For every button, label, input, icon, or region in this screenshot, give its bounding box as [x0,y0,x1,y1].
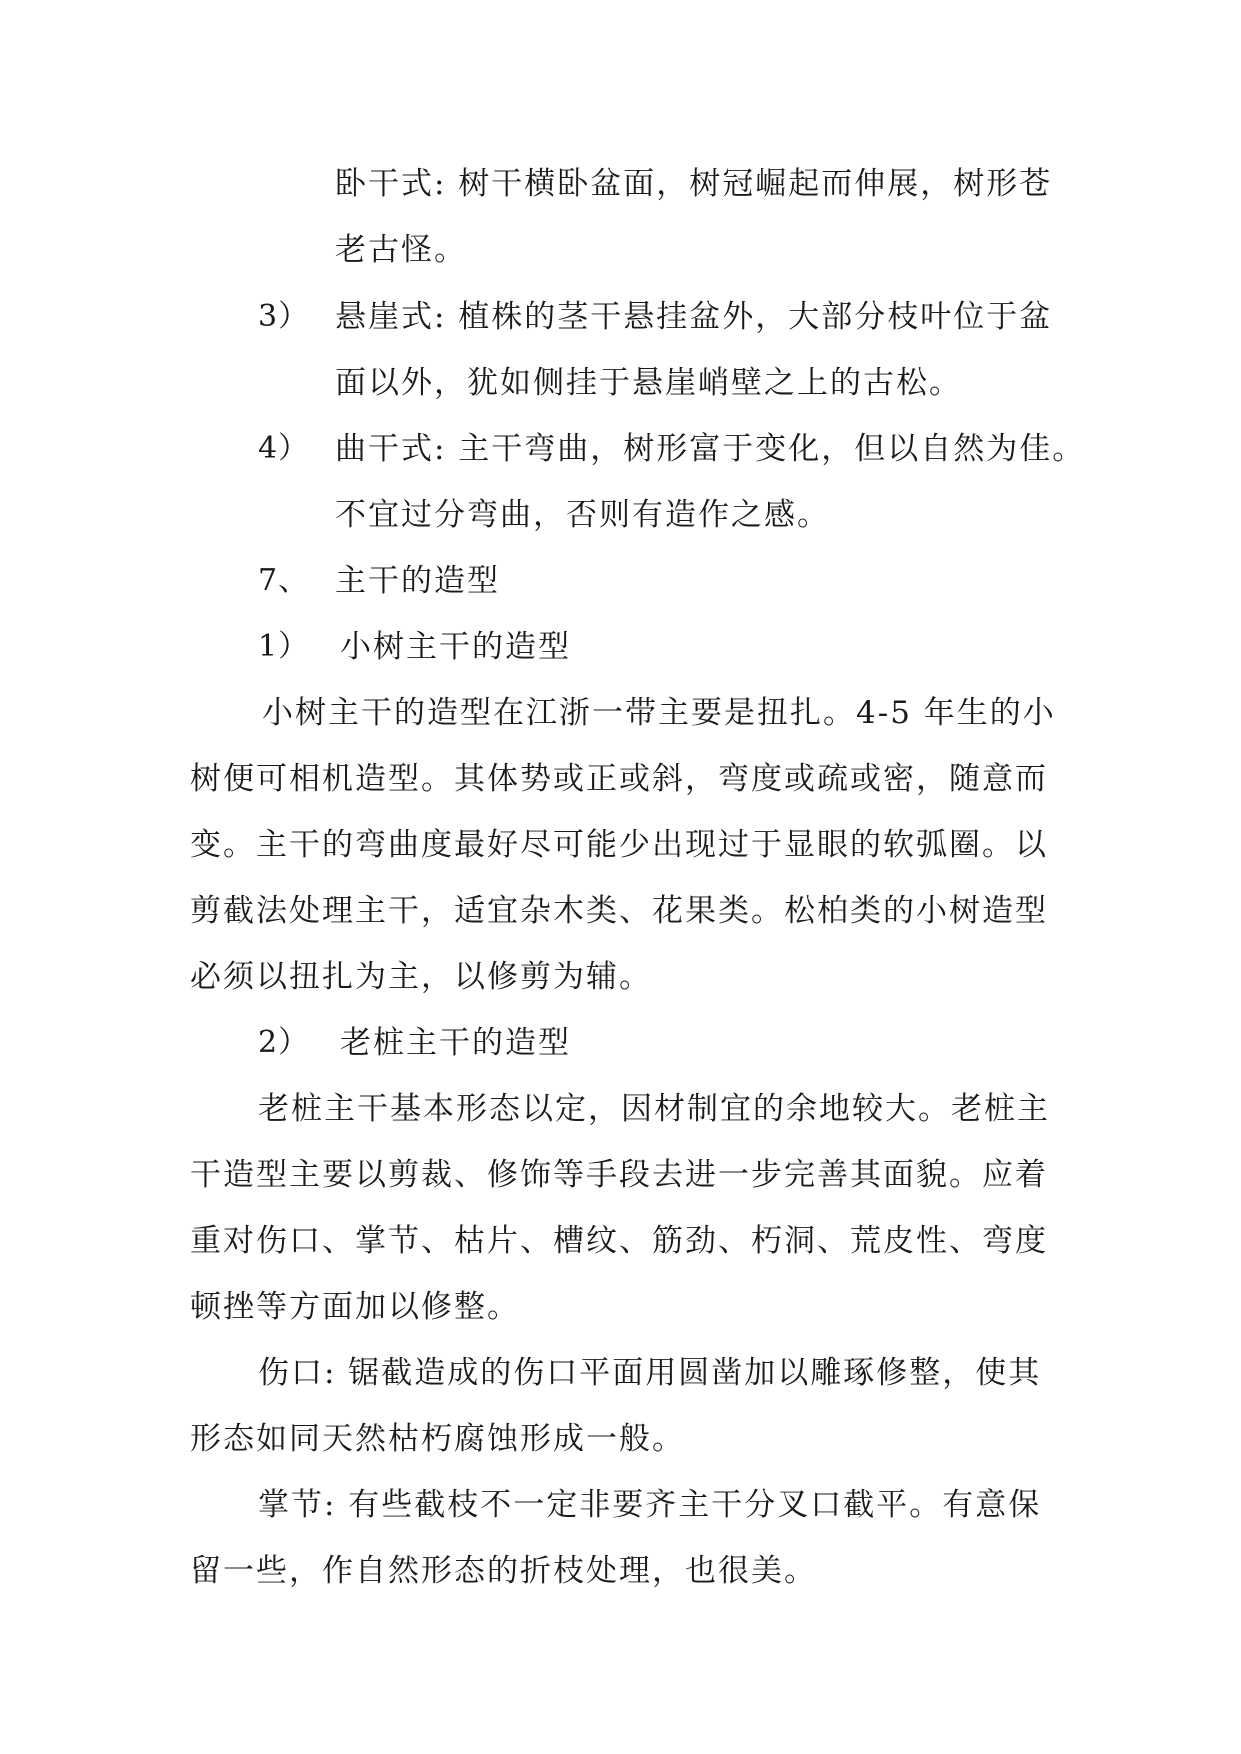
body-line: 必须以扭扎为主，以修剪为辅。 [190,959,652,995]
list-number: 1） [258,629,310,664]
body-line: 变。主干的弯曲度最好尽可能少出现过于显眼的软弧圈。以 [190,827,1048,863]
body-line: 伤口: 锯截造成的伤口平面用圆凿加以雕琢修整，使其 [258,1355,1042,1391]
body-line: 小树主干的造型在江浙一带主要是扭扎。4-5 年生的小 [262,695,1056,731]
body-line: 曲干式: 主干弯曲，树形富于变化，但以自然为佳。 [335,431,1086,467]
body-line: 不宜过分弯曲，否则有造作之感。 [335,497,830,533]
body-line: 老古怪。 [335,232,467,268]
body-line: 重对伤口、掌节、枯片、槽纹、筋劲、朽洞、荒皮性、弯度 [190,1223,1048,1259]
section-heading: 主干的造型 [335,563,500,599]
body-line: 树便可相机造型。其体势或正或斜，弯度或疏或密，随意而 [190,761,1048,797]
body-line: 悬崖式: 植株的茎干悬挂盆外，大部分枝叶位于盆 [335,299,1053,335]
list-number: 3） [258,299,310,334]
list-number: 4） [258,431,310,466]
body-line: 卧干式: 树干横卧盆面，树冠崛起而伸展，树形苍 [335,166,1053,202]
list-number: 2） [258,1025,310,1060]
body-line: 掌节: 有些截枝不一定非要齐主干分叉口截平。有意保 [258,1487,1042,1523]
body-line: 形态如同天然枯朽腐蚀形成一般。 [190,1421,685,1457]
subsection-heading: 小树主干的造型 [340,629,571,665]
body-line: 留一些，作自然形态的折枝处理，也很美。 [190,1553,817,1589]
subsection-heading: 老桩主干的造型 [340,1025,571,1061]
body-line: 顿挫等方面加以修整。 [190,1289,520,1325]
body-line: 老桩主干基本形态以定，因材制宜的余地较大。老桩主 [258,1091,1050,1127]
body-line: 剪截法处理主干，适宜杂木类、花果类。松柏类的小树造型 [190,893,1048,929]
body-line: 干造型主要以剪裁、修饰等手段去进一步完善其面貌。应着 [190,1157,1048,1193]
section-number: 7、 [258,563,310,598]
body-line: 面以外，犹如侧挂于悬崖峭壁之上的古松。 [335,365,962,401]
